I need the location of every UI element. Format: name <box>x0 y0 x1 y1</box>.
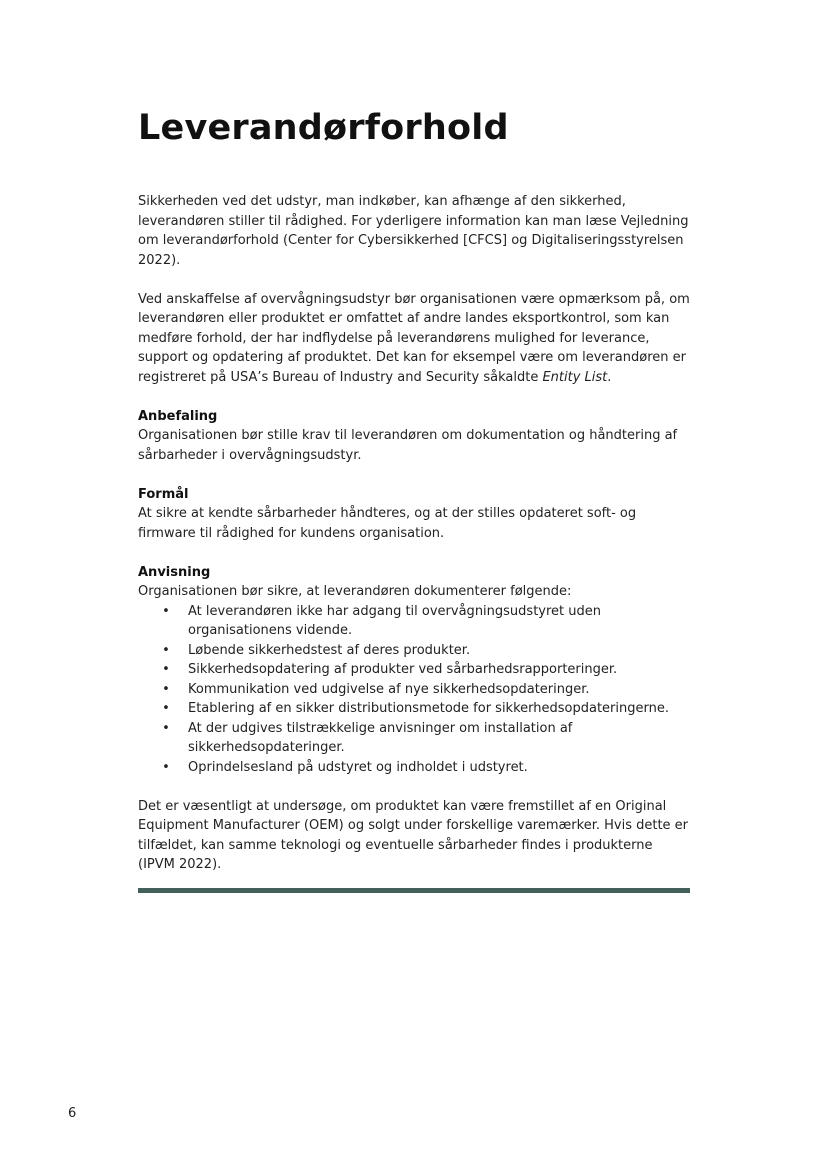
list-item-text: At leverandøren ikke har adgang til overvågningsudstyret uden organisationens vidende. <box>188 603 601 638</box>
guidance-intro: Organisationen bør sikre, at leverandøren dokumenterer følgende: <box>138 584 572 599</box>
purpose-heading: Formål <box>138 486 189 502</box>
bullet-icon: • <box>162 603 170 619</box>
purpose-text: At sikre at kendte sårbarheder håndteres, og at der stilles opdateret soft- og firmware til rådighed for kundens organisation. <box>138 506 637 541</box>
body-content <box>138 192 690 875</box>
guidance-list <box>138 602 690 778</box>
list-item-text: Sikkerhedsopdatering af produkter ved sårbarhedsrapporteringer. <box>188 662 618 677</box>
export-control-text: Ved anskaffelse af overvågningsudstyr bør organisationen være opmærksom på, om leverandøren eller produktet er omfattet af andre landes eksportkontrol, som kan medføre forhold, der har indflydelse på leverandørens mulighed for leverance, support og opdatering af produktet. Det kan for eksempel være om leverandøren er registreret på USA’s Bureau of Industry and Security såkaldte <box>138 291 690 385</box>
bullet-icon: • <box>162 759 170 775</box>
list-item <box>138 602 690 641</box>
bullet-icon: • <box>162 662 170 677</box>
list-item <box>138 680 690 700</box>
purpose-section <box>138 485 690 544</box>
list-item <box>138 719 690 758</box>
recommendation-section <box>138 407 690 466</box>
list-item-text: Løbende sikkerhedstest af deres produkter. <box>188 642 471 658</box>
entity-list-emphasis: Entity List <box>542 369 608 385</box>
list-item-text: Oprindelsesland på udstyret og indholdet i udstyret. <box>188 759 528 775</box>
guidance-section <box>138 563 690 778</box>
bullet-icon: • <box>162 720 170 736</box>
page-number: 6 <box>68 1106 77 1121</box>
recommendation-heading: Anbefaling <box>138 408 218 424</box>
export-control-end: . <box>607 369 612 385</box>
recommendation-text: Organisationen bør stille krav til leverandøren om dokumentation og håndtering af sårbarheder i overvågningsudstyr. <box>138 428 678 463</box>
list-item-text: Kommunikation ved udgivelse af nye sikkerhedsopdateringer. <box>188 681 590 697</box>
list-item <box>138 758 690 778</box>
list-item-text: Etablering af en sikker distributionsmetode for sikkerhedsopdateringerne. <box>188 701 669 716</box>
section-divider <box>138 888 690 893</box>
list-item <box>138 660 690 680</box>
bullet-icon: • <box>162 701 170 716</box>
guidance-heading: Anvisning <box>138 564 211 580</box>
export-control-paragraph <box>138 290 690 388</box>
list-item <box>138 699 690 719</box>
intro-paragraph: Sikkerheden ved det udstyr, man indkøber, kan afhænge af den sikkerhed, leverandøren stiller til rådighed. For yderligere information kan man læse Vejledning om leverandørforhold (Center for Cybersikkerhed [CFCS] og Digitaliseringsstyrelsen 2022). <box>138 194 689 268</box>
bullet-icon: • <box>162 642 170 658</box>
oem-paragraph: Det er væsentligt at undersøge, om produktet kan være fremstillet af en Original Equipment Manufacturer (OEM) og solgt under forskellige varemærker. Hvis dette er tilfældet, kan samme teknologi og eventuelle sårbarheder findes i produkterne (IPVM 2022). <box>138 798 689 872</box>
list-item <box>138 641 690 661</box>
list-item-text: At der udgives tilstrækkelige anvisninger om installation af sikkerhedsopdateringer. <box>188 720 573 755</box>
bullet-icon: • <box>162 681 170 697</box>
page-title: Leverandørforhold <box>138 108 509 148</box>
